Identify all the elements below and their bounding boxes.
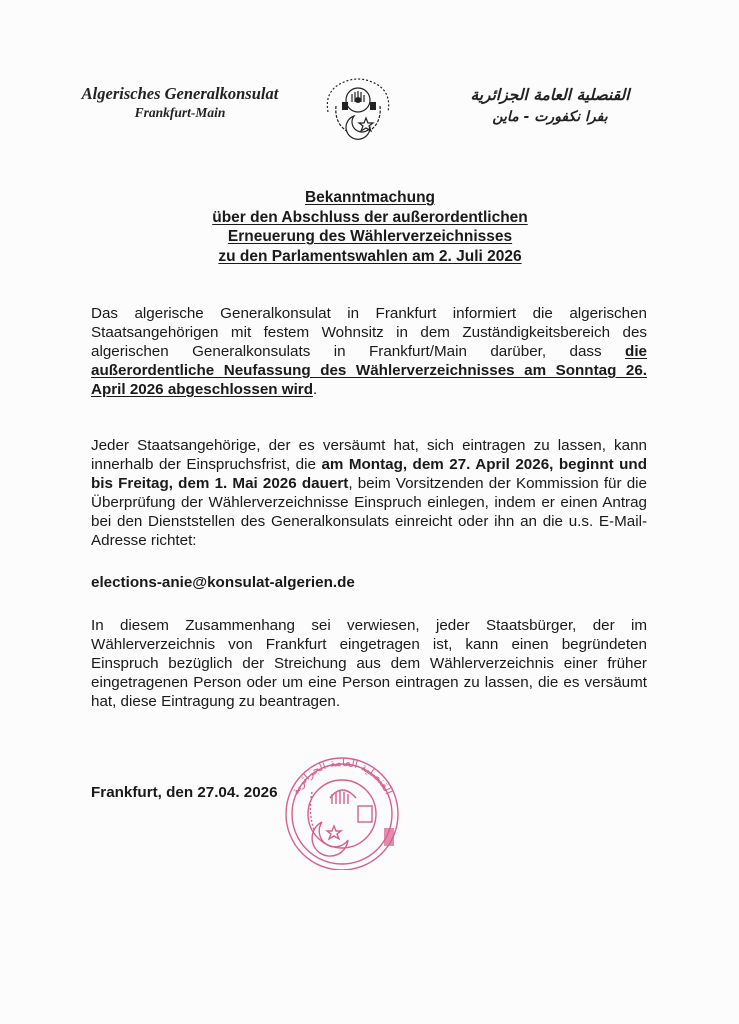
contact-email[interactable]: elections-anie@konsulat-algerien.de xyxy=(91,574,355,591)
announcement-title xyxy=(140,188,600,266)
coat-of-arms-emblem xyxy=(316,72,400,140)
objection-text-1: Jeder Staatsangehörige, der es versäumt hat, sich eintragen zu lassen, kann innerhalb der Einspruchsfrist, die xyxy=(91,437,647,473)
paragraph-objection xyxy=(91,436,647,550)
consulate-name-de: Algerisches Generalkonsulat xyxy=(81,84,279,103)
title-line: Erneuerung des Wählerverzeichnisses xyxy=(227,228,513,245)
paragraph-intro xyxy=(91,304,647,399)
title-line: über den Abschluss der außerordentlichen xyxy=(212,208,528,226)
consulate-name-ar: القنصلية العامة الجزائرية xyxy=(470,86,630,104)
intro-text: Das algerische Generalkonsulat in Frankfurt informiert die algerischen Staatsangehörigen mit festem Wohnsitz in dem Zuständigkeitsbereich des algerischen Generalkonsulats in Frankfurt/Main darüber, dass xyxy=(91,305,647,360)
consulate-city-ar: بفرا نكفورت - ماين xyxy=(492,109,608,125)
intro-end: . xyxy=(313,381,318,398)
consulate-city-de: Frankfurt-Main xyxy=(134,105,226,120)
letterhead-german xyxy=(60,84,300,122)
title-line: zu den Parlamentswahlen am 2. Juli 2026 xyxy=(218,247,522,265)
objection-period: am Montag, dem 27. April 2026, beginnt und bis Freitag, dem 1. Mai 2026 dauert xyxy=(91,456,647,492)
place-and-date: Frankfurt, den 27.04. 2026 xyxy=(91,784,278,801)
title-line: Bekanntmachung xyxy=(304,189,436,206)
stamp-text: القنصلية العامة الجزائرية xyxy=(288,755,396,797)
letterhead-arabic xyxy=(440,84,660,128)
objection-text-2: , beim Vorsitzenden der Kommission für die Überprüfung der Wählerverzeichnisse Einspruch einlegen, indem er einen Antrag bei den Dienststellen des Generalkonsulats einreicht oder ihn an die u.s. E-Mail-Adresse richtet: xyxy=(91,475,648,549)
intro-emphasis: die außerordentliche Neufassung des Wählerverzeichnisses am Sonntag 26. April 2026 abgeschlossen wird xyxy=(91,343,647,398)
consulate-stamp xyxy=(262,752,414,870)
paragraph-context: In diesem Zusammenhang sei verwiesen, jeder Staatsbürger, der im Wählerverzeichnis von Frankfurt eingetragen ist, kann einen begründeten Einspruch bezüglich der Streichung aus dem Wählerverzeichnis einer früher eingetragenen Person oder um eine Person eintragen zu lassen, die es versäumt hat, diese Eintragung zu beantragen. xyxy=(91,617,647,710)
